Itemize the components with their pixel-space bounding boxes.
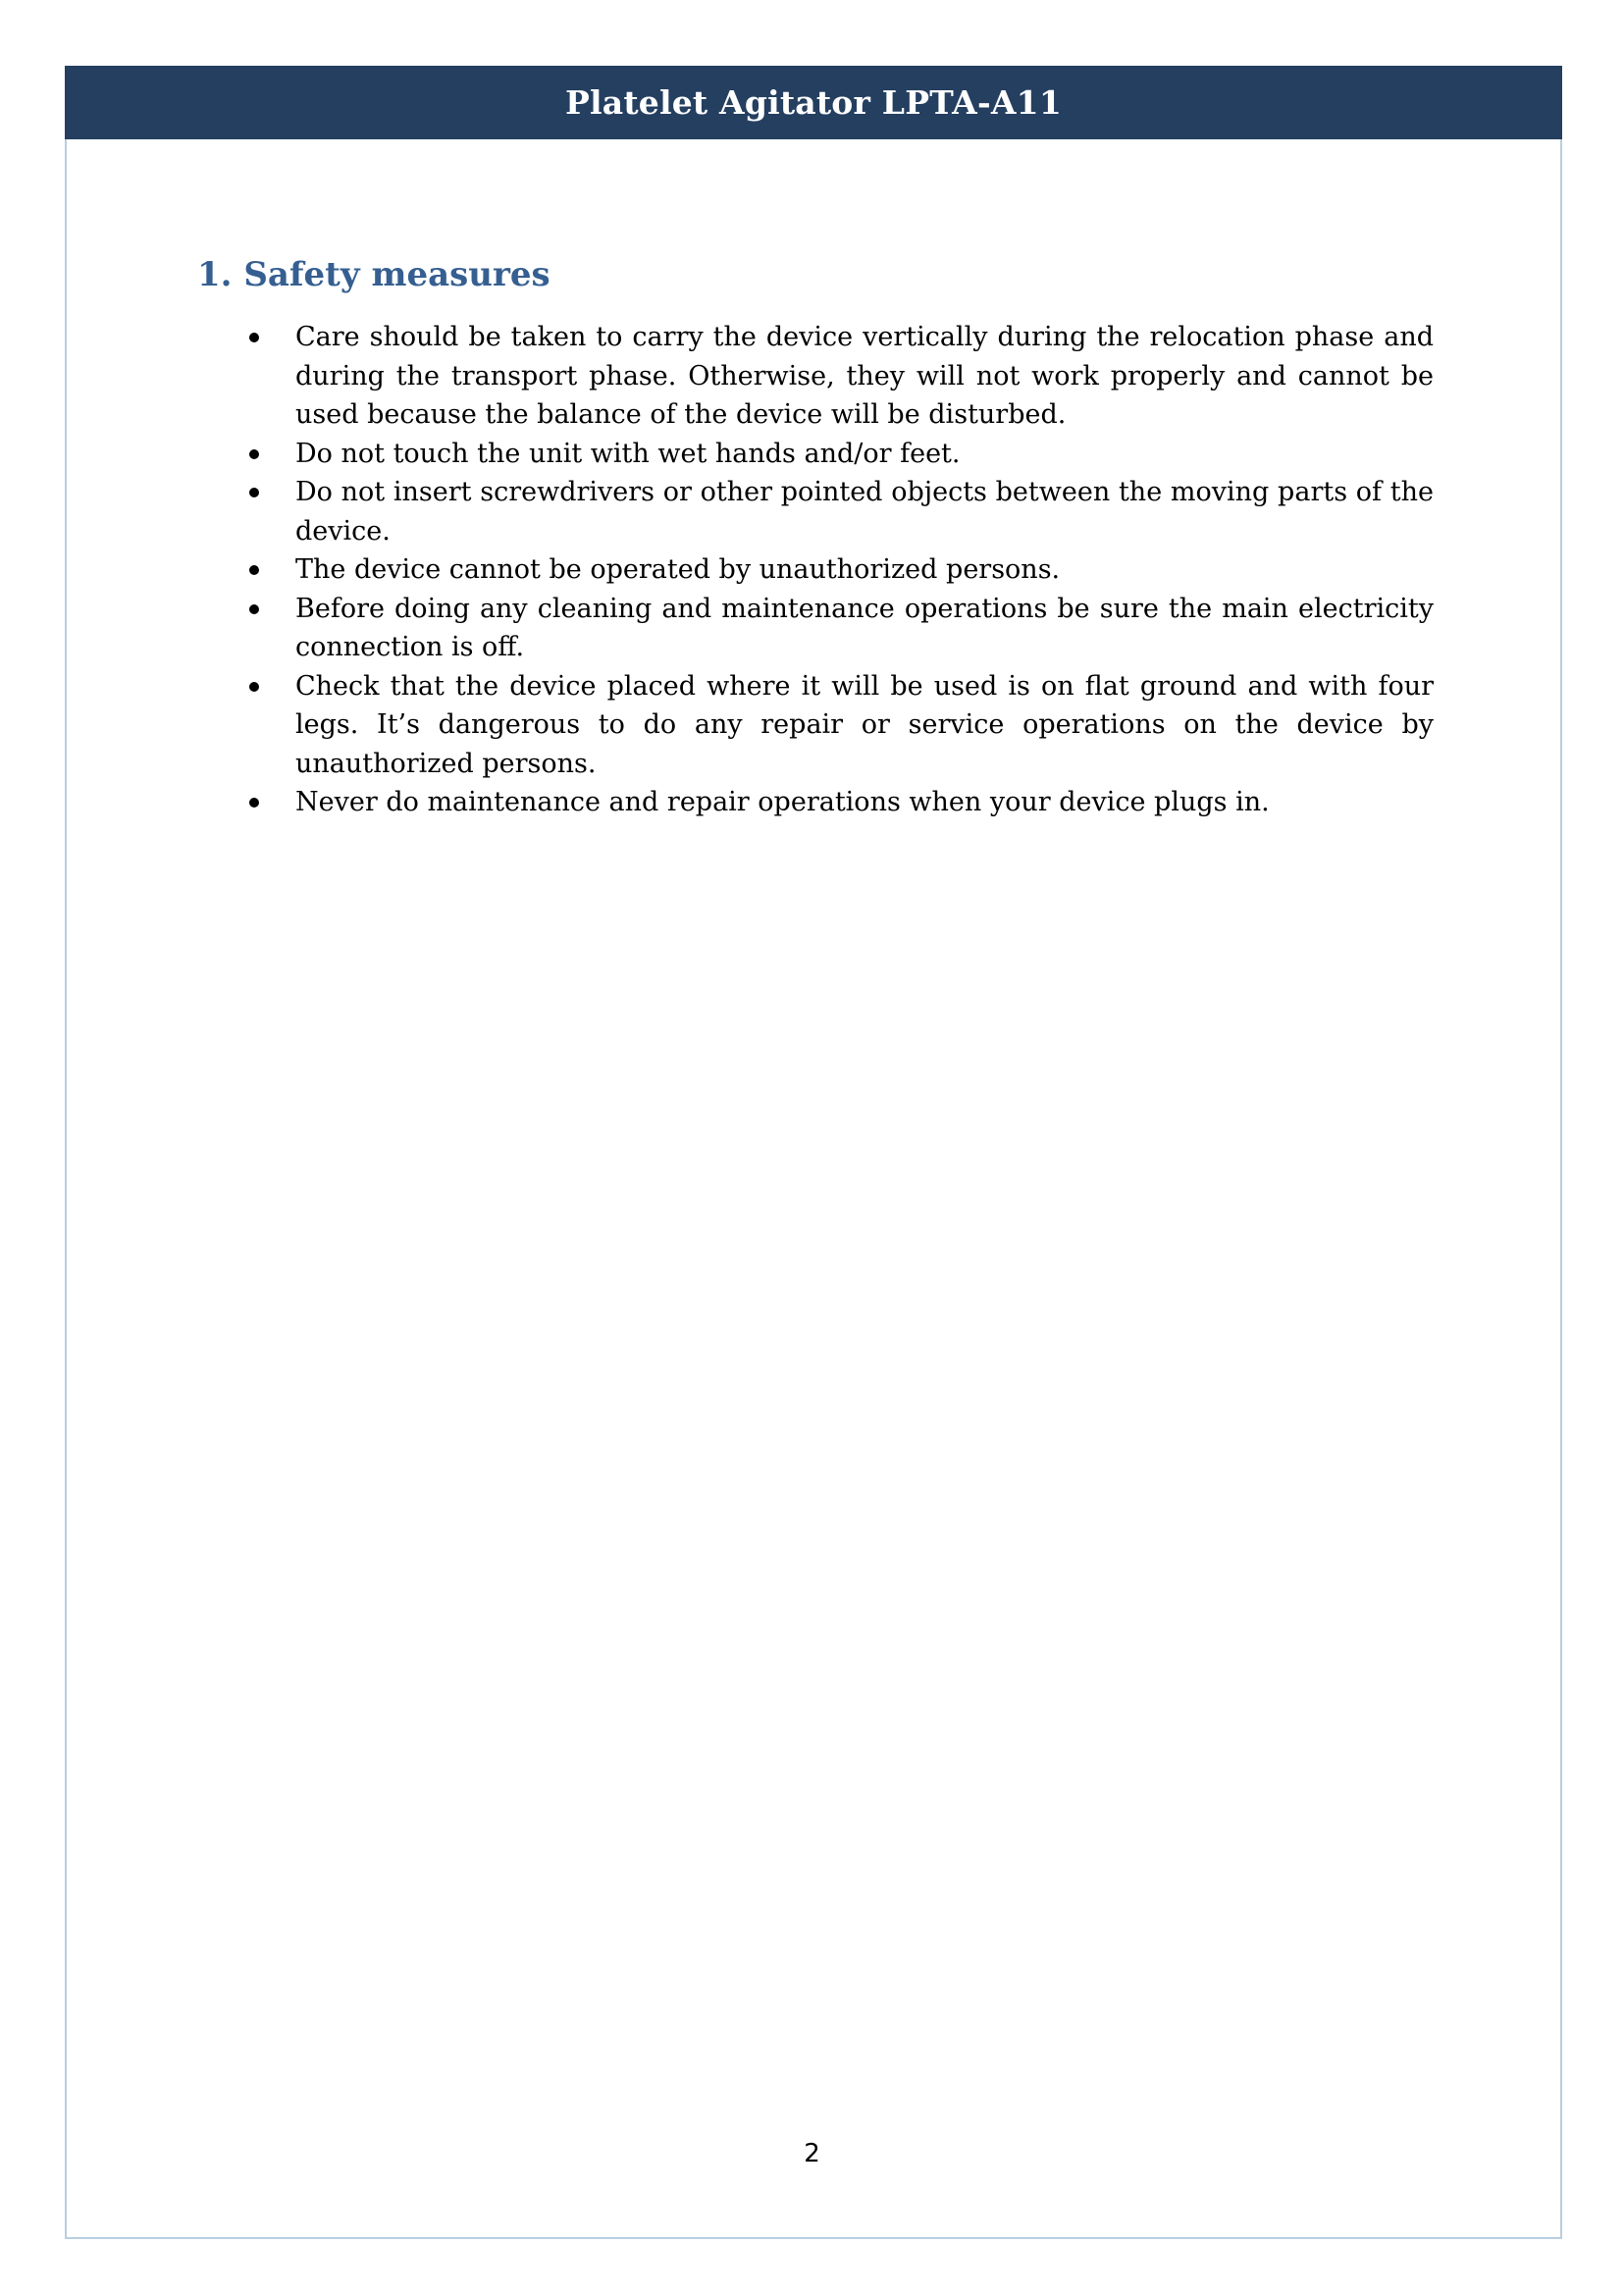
bullet-icon (249, 488, 259, 497)
list-item-text: Before doing any cleaning and maintenance operations be sure the main electricity connection is off. (295, 593, 1434, 662)
list-item-text: Never do maintenance and repair operations when your device plugs in. (295, 787, 1270, 817)
page-number: 2 (804, 2139, 820, 2168)
bullet-icon (249, 682, 259, 692)
bullet-icon (249, 449, 259, 459)
safety-measures-list (197, 318, 1434, 822)
bullet-icon (249, 333, 259, 342)
list-item-text: Care should be taken to carry the device vertically during the relocation phase and during the transport phase. Otherwise, they will not work properly and cannot be used because the balance of the device will be disturbed. (295, 322, 1434, 430)
list-item (197, 667, 1434, 784)
section-heading: 1. Safety measures (197, 255, 550, 294)
list-item-text: Check that the device placed where it will be used is on flat ground and with four legs. It’s dangerous to do any repair or service operations on the device by unauthorized persons. (295, 670, 1434, 779)
list-item-text: The device cannot be operated by unauthorized persons. (295, 554, 1061, 585)
list-item (197, 783, 1434, 822)
list-item (197, 590, 1434, 667)
bullet-icon (249, 604, 259, 614)
list-item-text: Do not touch the unit with wet hands and/or feet. (295, 438, 961, 469)
list-item-text: Do not insert screwdrivers or other pointed objects between the moving parts of the device. (295, 477, 1434, 547)
bullet-icon (249, 798, 259, 808)
bullet-icon (249, 565, 259, 575)
list-item (197, 473, 1434, 550)
header-bar (65, 66, 1562, 139)
list-item (197, 550, 1434, 590)
list-item (197, 318, 1434, 435)
document-title: Platelet Agitator LPTA-A11 (564, 83, 1062, 122)
list-item (197, 435, 1434, 474)
